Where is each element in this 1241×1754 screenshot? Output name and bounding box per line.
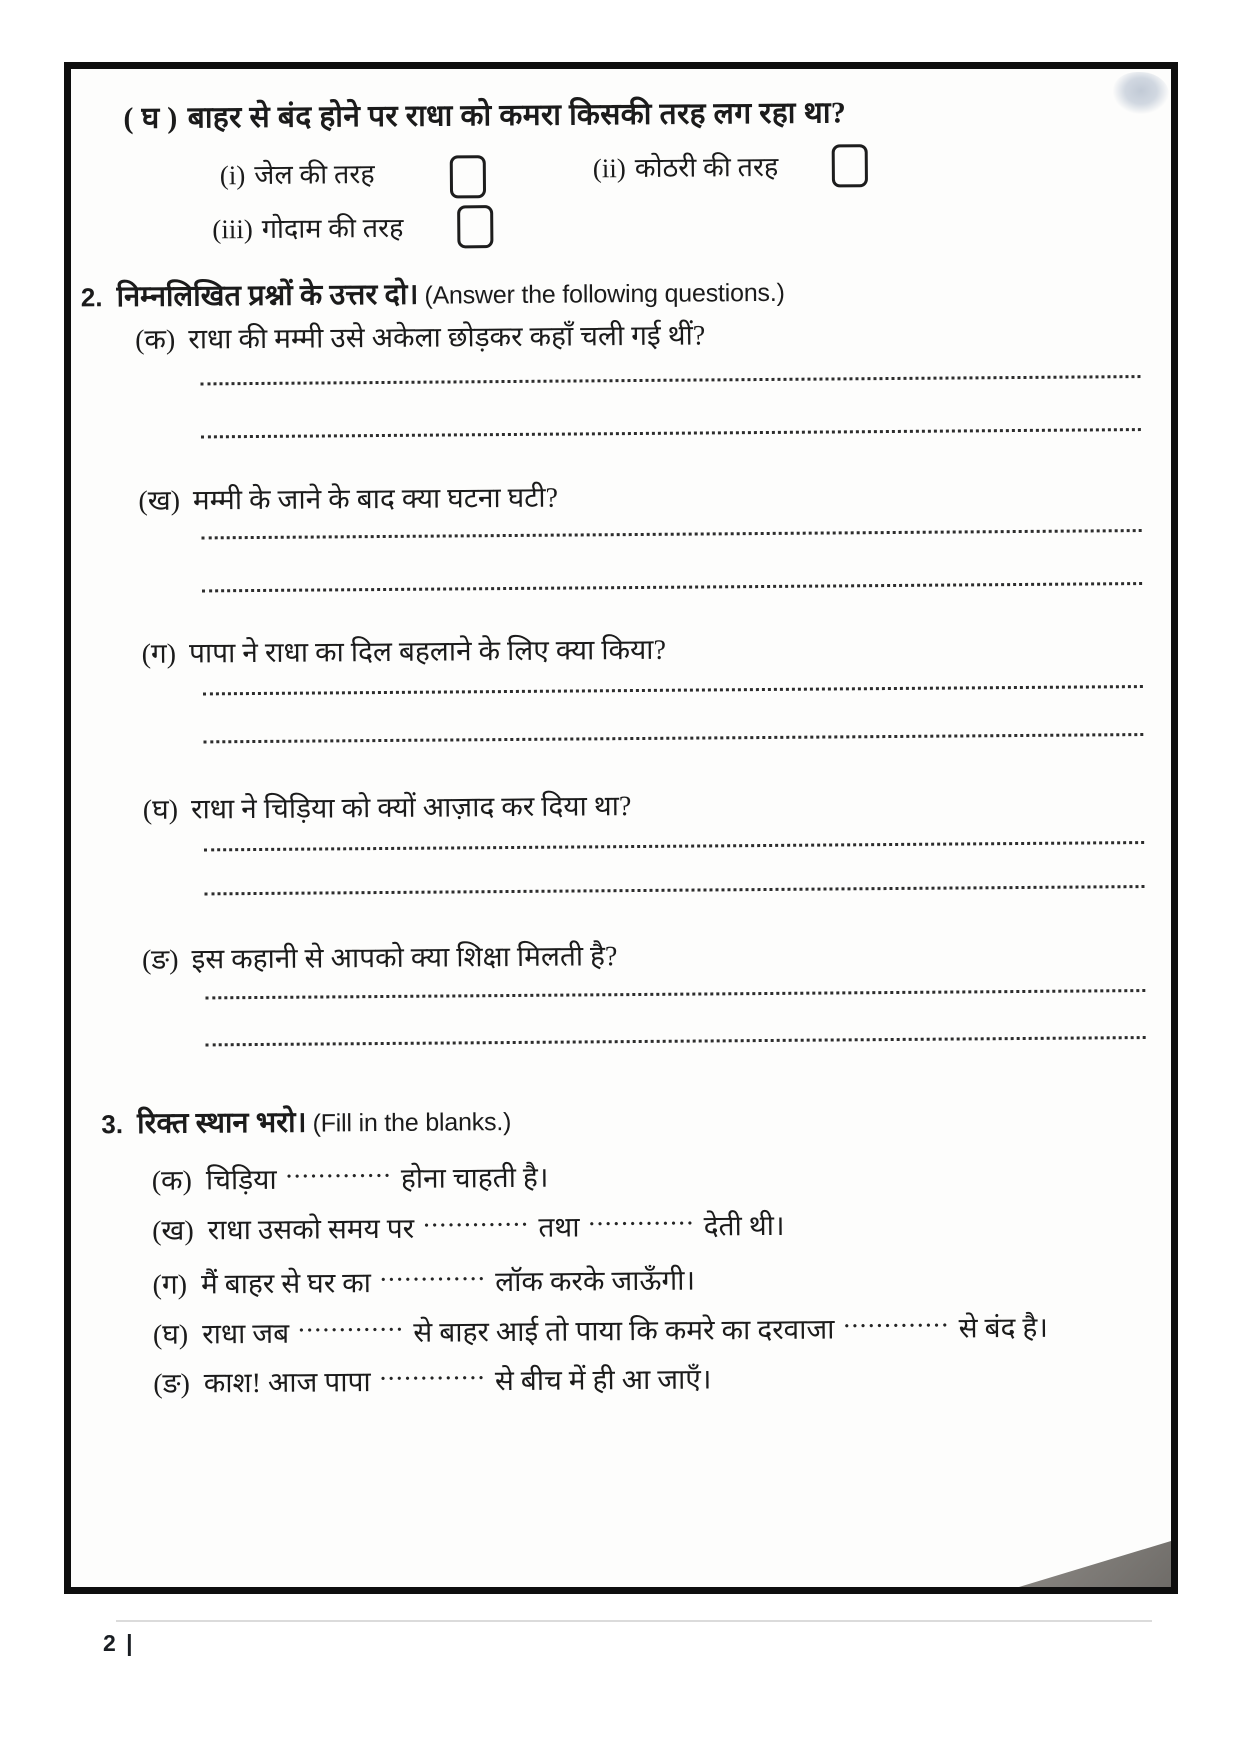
section-3-title-hindi: रिक्त स्थान भरो। <box>136 1106 307 1140</box>
q2-item-nga <box>142 936 618 978</box>
q3-item-ka-text1: चिड़िया <box>205 1164 277 1197</box>
q2-item-kha-label: (ख) <box>138 485 181 517</box>
q2-item-ga <box>141 630 666 672</box>
q3-item-gha-text1: राधा जब <box>202 1318 290 1351</box>
mcq-question-text: बाहर से बंद होने पर राधा को कमरा किसकी तरह लग रहा था? <box>187 96 847 135</box>
worksheet-page <box>64 62 1178 1594</box>
q2-item-nga-label: (ङ) <box>141 944 179 976</box>
checkbox-option-ii[interactable] <box>832 144 868 187</box>
answer-line[interactable] <box>205 989 1145 999</box>
q3-item-kha-text2: तथा <box>538 1212 580 1244</box>
q3-item-gha-text3: से बंद है। <box>958 1312 1049 1345</box>
fill-blank[interactable]: ············· <box>423 1213 530 1237</box>
mcq-option-iii-label: (iii) <box>212 214 253 245</box>
mcq-option-i <box>220 154 375 192</box>
q2-item-nga-text: इस कहानी से आपको क्या शिक्षा मिलती है? <box>191 941 618 976</box>
q3-item-ga-label: (ग) <box>152 1269 188 1301</box>
mcq-option-iii <box>212 208 403 247</box>
answer-line[interactable] <box>202 529 1142 539</box>
mcq-option-i-text: जेल की तरह <box>254 159 375 190</box>
checkbox-option-iii[interactable] <box>457 205 493 248</box>
q3-item-kha <box>152 1206 785 1249</box>
q3-item-nga-text2: से बीच में ही आ जाएँ। <box>494 1364 712 1398</box>
q3-item-ga <box>152 1261 695 1303</box>
q2-item-gha-text: राधा ने चिड़िया को क्यों आज़ाद कर दिया था? <box>190 791 632 826</box>
section-2-number: 2. <box>80 282 103 313</box>
fill-blank[interactable]: ············· <box>379 1268 487 1292</box>
section-2-title-hindi: निम्नलिखित प्रश्नों के उत्तर दो। <box>116 278 419 314</box>
answer-line[interactable] <box>204 841 1144 851</box>
answer-line[interactable] <box>203 685 1143 695</box>
answer-line[interactable] <box>203 733 1143 743</box>
fill-blank[interactable]: ············· <box>588 1212 695 1236</box>
answer-line[interactable] <box>201 428 1141 438</box>
fill-blank[interactable]: ············· <box>843 1314 950 1338</box>
section-3-number: 3. <box>101 1109 124 1140</box>
q2-item-ga-label: (ग) <box>141 638 177 670</box>
section-3-title-english: (Fill in the blanks.) <box>312 1108 512 1138</box>
fill-blank[interactable]: ············· <box>285 1164 392 1188</box>
fill-blank[interactable]: ············· <box>379 1367 486 1391</box>
answer-line[interactable] <box>202 582 1142 592</box>
q2-item-kha <box>138 478 558 519</box>
answer-line[interactable] <box>204 885 1144 895</box>
q3-item-kha-text1: राधा उसको समय पर <box>207 1213 415 1247</box>
mcq-option-ii-text: कोठरी की तरह <box>634 151 779 184</box>
q3-item-gha-label: (घ) <box>152 1319 189 1351</box>
section-2-heading <box>81 271 785 316</box>
q2-item-ka-text: राधा की मम्मी उसे अकेला छोड़कर कहाँ चली गई थीं? <box>188 320 706 356</box>
q2-item-kha-text: मम्मी के जाने के बाद क्या घटना घटी? <box>192 482 559 517</box>
q3-item-ka-label: (क) <box>151 1165 193 1197</box>
q2-item-ga-text: पापा ने राधा का दिल बहलाने के लिए क्या किया? <box>188 634 667 670</box>
page-number: 2 | <box>103 1630 135 1656</box>
section-2-title-english: (Answer the following questions.) <box>424 278 785 310</box>
footer-divider <box>116 1620 1152 1622</box>
mcq-option-ii-label: (ii) <box>592 153 626 184</box>
mcq-option-ii <box>593 147 779 185</box>
q3-item-nga-text1: काश! आज पापा <box>203 1367 371 1400</box>
answer-line[interactable] <box>200 375 1140 385</box>
q3-item-ka-text2: होना चाहती है। <box>400 1162 549 1195</box>
q3-item-ga-text1: मैं बाहर से घर का <box>200 1268 372 1301</box>
q2-item-gha-label: (घ) <box>142 794 179 826</box>
mcq-question <box>123 90 846 137</box>
q3-item-kha-text3: देती थी। <box>703 1210 785 1243</box>
answer-line[interactable] <box>206 1036 1146 1046</box>
mcq-option-iii-text: गोदाम की तरह <box>261 212 404 244</box>
q3-item-nga <box>153 1359 711 1401</box>
q2-item-gha <box>143 786 632 828</box>
section-3-heading <box>101 1100 511 1142</box>
q3-item-gha <box>153 1308 1048 1353</box>
q3-item-kha-label: (ख) <box>152 1215 194 1247</box>
mcq-question-label: ( घ ) <box>123 101 178 136</box>
q3-item-nga-label: (ङ) <box>153 1368 190 1400</box>
checkbox-option-i[interactable] <box>450 155 486 198</box>
q3-item-ka <box>152 1158 549 1199</box>
worksheet-content <box>65 64 1177 1591</box>
mcq-option-i-label: (i) <box>219 160 246 191</box>
q2-item-ka-label: (क) <box>135 324 176 356</box>
fill-blank[interactable]: ············· <box>298 1318 405 1342</box>
q3-item-gha-text2: से बाहर आई तो पाया कि कमरे का दरवाजा <box>413 1314 835 1349</box>
q2-item-ka <box>135 315 705 357</box>
q3-item-ga-text2: लॉक करके जाऊँगी। <box>495 1265 696 1299</box>
